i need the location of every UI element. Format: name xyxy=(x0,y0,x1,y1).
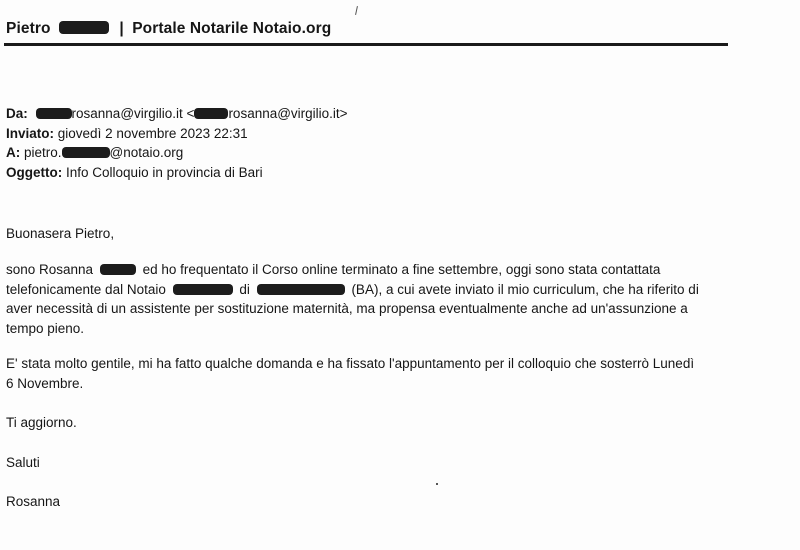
to-line xyxy=(6,143,348,163)
scan-speck xyxy=(436,483,438,485)
sent-line xyxy=(6,124,348,144)
paragraph-1-line-3: aver necessità di un assistente per sostituzione maternità, ma propensa eventualmente anche ad un'assunzione a xyxy=(6,301,688,316)
redacted-surname-body xyxy=(100,264,136,275)
from-address-open: < xyxy=(186,106,195,121)
p1-l1-text-a: sono Rosanna xyxy=(6,262,94,277)
scan-speck xyxy=(355,6,358,15)
paragraph-1-line-4: tempo pieno. xyxy=(6,320,85,336)
sent-label: Inviato: xyxy=(6,125,55,141)
sent-value: giovedì 2 novembre 2023 22:31 xyxy=(57,125,248,141)
p1-l2-text-c: (BA), a cui avete inviato il mio curriculum, che ha riferito di xyxy=(351,281,699,297)
greeting: Buonasera Pietro, xyxy=(6,226,115,241)
subject-label: Oggetto: xyxy=(6,164,63,180)
redacted-town-name xyxy=(257,284,345,295)
page-header xyxy=(6,20,331,38)
p1-l2-text-b: di xyxy=(239,281,250,297)
paragraph-1-line-1 xyxy=(6,260,699,280)
header-rule xyxy=(4,43,728,46)
redacted-from-name-2 xyxy=(194,108,228,119)
to-prefix: pietro. xyxy=(24,145,62,161)
signature: Rosanna xyxy=(6,494,61,509)
from-line xyxy=(6,104,348,124)
from-address-2: rosanna@virgilio.it> xyxy=(228,106,348,121)
p1-l2-text-a: telefonicamente dal Notaio xyxy=(6,281,166,297)
redacted-from-name xyxy=(36,108,72,119)
p1-l1-text-b: ed ho frequentato il Corso online terminato a fine settembre, oggi sono stata contattata xyxy=(142,262,661,277)
paragraph-1-line-2 xyxy=(6,280,699,300)
from-label: Da: xyxy=(6,106,28,121)
header-separator: | xyxy=(119,20,124,37)
paragraph-2-line-1: E' stata molto gentile, mi ha fatto qualche domanda e ha fissato l'appuntamento per il colloquio che sosterrò Lunedì xyxy=(6,356,695,371)
to-label: A: xyxy=(6,145,21,161)
closing: Saluti xyxy=(6,455,40,470)
portal-title: Portale Notarile Notaio.org xyxy=(132,20,332,37)
paragraph-1 xyxy=(6,260,699,338)
from-address: rosanna@virgilio.it xyxy=(71,106,183,121)
subject-line xyxy=(6,163,348,183)
header-first-name: Pietro xyxy=(6,20,51,37)
email-meta xyxy=(6,104,348,182)
paragraph-2-line-2: 6 Novembre. xyxy=(6,375,84,391)
subject-value: Info Colloquio in provincia di Bari xyxy=(66,164,263,180)
paragraph-3: Ti aggiorno. xyxy=(6,415,77,430)
redacted-to-name xyxy=(62,147,110,158)
redacted-notary-name xyxy=(173,284,233,295)
redacted-surname xyxy=(59,21,109,34)
to-domain: @notaio.org xyxy=(109,145,184,161)
paragraph-2 xyxy=(6,354,694,393)
